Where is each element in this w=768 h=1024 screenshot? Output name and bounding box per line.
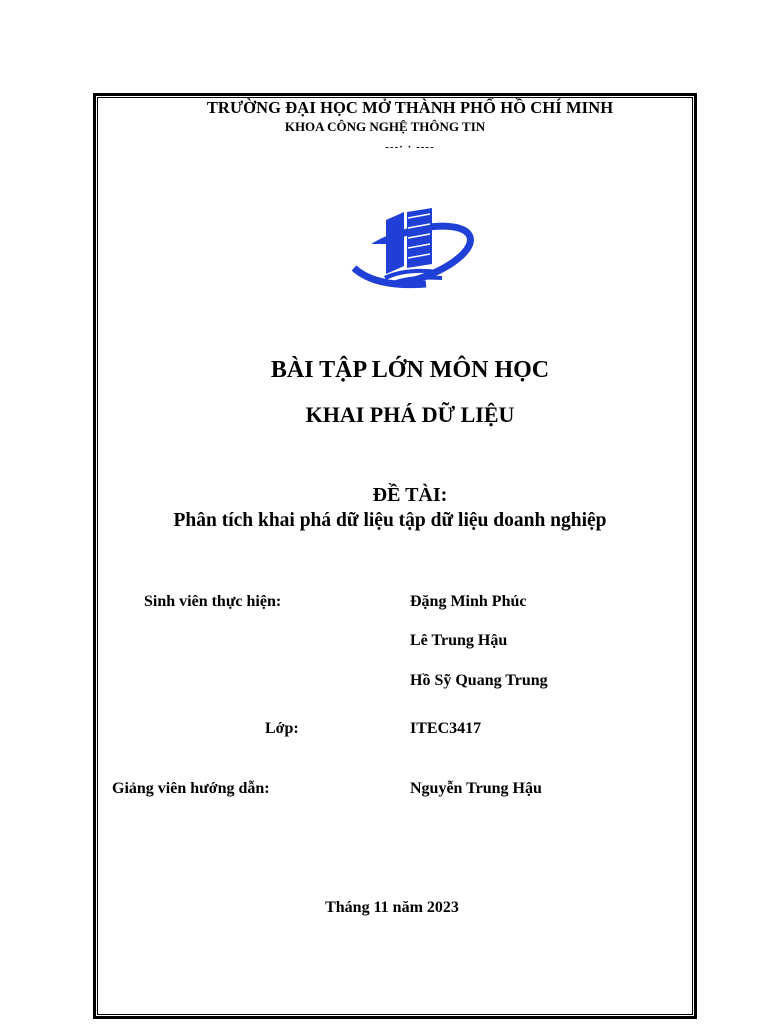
university-book-orbit-logo <box>346 206 476 296</box>
faculty-name: KHOA CÔNG NGHỆ THÔNG TIN <box>284 119 486 134</box>
university-name: TRƯỜNG ĐẠI HỌC MỞ THÀNH PHỐ HỒ CHÍ MINH <box>206 98 614 117</box>
topic-label: ĐỀ TÀI: <box>372 484 448 506</box>
student-name: Đặng Minh Phúc <box>410 593 527 610</box>
lecturer-name: Nguyễn Trung Hậu <box>410 780 542 797</box>
student-name: Hồ Sỹ Quang Trung <box>410 672 548 689</box>
students-label: Sinh viên thực hiện: <box>144 593 282 610</box>
student-name: Lê Trung Hậu <box>410 632 508 649</box>
topic-text: Phân tích khai phá dữ liệu tập dữ liệu doanh nghiệp <box>173 510 607 531</box>
submission-date: Tháng 11 năm 2023 <box>325 899 459 916</box>
report-title-line1: BÀI TẬP LỚN MÔN HỌC <box>270 357 550 383</box>
class-value: ITEC3417 <box>410 720 482 737</box>
header-ornament: ---· · ---- <box>385 141 435 153</box>
lecturer-label: Giảng viên hướng dẫn: <box>112 780 270 797</box>
report-title-line2: KHAI PHÁ DỮ LIỆU <box>305 402 515 427</box>
class-label: Lớp: <box>265 720 299 737</box>
